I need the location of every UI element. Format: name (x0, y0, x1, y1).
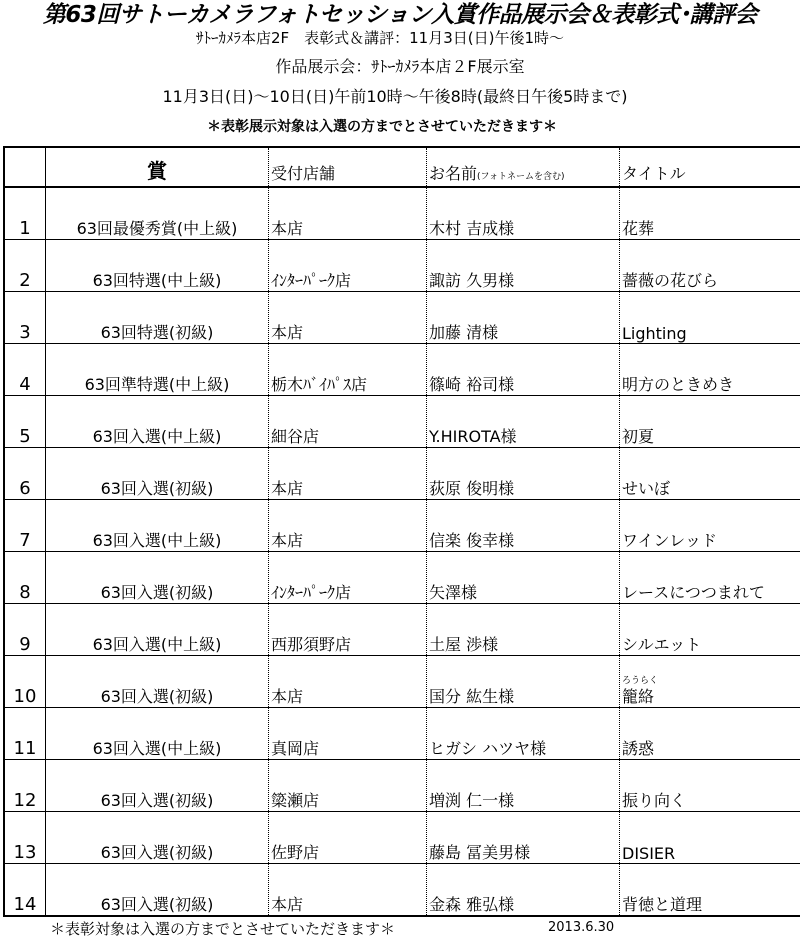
row-shop: ｲﾝﾀｰﾊﾟｰｸ店 (269, 552, 427, 604)
table-header-row (4, 147, 800, 187)
row-prize: 63回特選(中上級) (46, 240, 269, 292)
row-name: 矢澤様 (427, 552, 620, 604)
row-prize: 63回特選(初級) (46, 292, 269, 344)
header-no (4, 147, 46, 187)
awards-table (3, 146, 800, 917)
header-name-sub: (フォトネームを含む) (477, 172, 565, 182)
row-name: 諏訪 久男様 (427, 240, 620, 292)
header-shop: 受付店舗 (269, 147, 427, 187)
row-prize: 63回入選(初級) (46, 864, 269, 917)
row-no: 7 (4, 500, 46, 552)
row-no: 3 (4, 292, 46, 344)
row-no: 4 (4, 344, 46, 396)
row-no: 11 (4, 708, 46, 760)
table-row (4, 500, 800, 552)
row-no: 5 (4, 396, 46, 448)
row-name: 国分 紘生様 (427, 656, 620, 708)
row-name: 加藤 清様 (427, 292, 620, 344)
row-prize: 63回入選(中上級) (46, 500, 269, 552)
table-row (4, 187, 800, 240)
row-shop: ｲﾝﾀｰﾊﾟｰｸ店 (269, 240, 427, 292)
table-row (4, 812, 800, 864)
row-name: ヒガシ ハツヤ様 (427, 708, 620, 760)
table-row (4, 292, 800, 344)
row-name: 増渕 仁一様 (427, 760, 620, 812)
table-row (4, 396, 800, 448)
table-row (4, 344, 800, 396)
table-row (4, 708, 800, 760)
header-notice: ＊表彰展示対象は入選の方までとさせていただきます＊ (207, 119, 557, 135)
row-title: 初夏 (620, 396, 800, 448)
row-title: Lighting (620, 292, 800, 344)
ruby-base: 籠絡 (622, 687, 655, 706)
row-prize: 63回入選(初級) (46, 552, 269, 604)
ruby-reading: ろうらく (622, 676, 659, 686)
row-shop: 本店 (269, 864, 427, 917)
row-name: 荻原 俊明様 (427, 448, 620, 500)
row-shop: 本店 (269, 656, 427, 708)
row-title: 背徳と道理 (620, 864, 800, 917)
header-title: タイトル (620, 147, 800, 187)
row-title: DISIER (620, 812, 800, 864)
row-no: 2 (4, 240, 46, 292)
row-title: 誘惑 (620, 708, 800, 760)
row-no: 10 (4, 656, 46, 708)
row-shop: 本店 (269, 500, 427, 552)
row-shop: 栃木ﾊﾞｲﾊﾟｽ店 (269, 344, 427, 396)
row-title: ワインレッド (620, 500, 800, 552)
row-prize: 63回入選(初級) (46, 812, 269, 864)
table-row (4, 240, 800, 292)
row-name: 土屋 渉様 (427, 604, 620, 656)
row-name: 藤島 冨美男様 (427, 812, 620, 864)
row-no: 8 (4, 552, 46, 604)
row-no: 1 (4, 187, 46, 240)
row-title: 明方のときめき (620, 344, 800, 396)
row-name: 篠崎 裕司様 (427, 344, 620, 396)
table-row (4, 760, 800, 812)
header-name-main: お名前 (429, 164, 478, 183)
table-row (4, 864, 800, 917)
row-prize: 63回入選(中上級) (46, 604, 269, 656)
row-prize: 63回最優秀賞(中上級) (46, 187, 269, 240)
table-row (4, 552, 800, 604)
exhibition-venue: 作品展示会：ｻﾄｰｶﾒﾗ本店２F展示室 (275, 57, 525, 76)
row-prize: 63回入選(初級) (46, 656, 269, 708)
row-title: 振り向く (620, 760, 800, 812)
table-row (4, 448, 800, 500)
row-shop: 本店 (269, 187, 427, 240)
ceremony-info: ｻﾄｰｶﾒﾗ本店2F 表彰式＆講評：11月3日(日)午後1時～ (195, 29, 565, 47)
row-no: 14 (4, 864, 46, 917)
row-title: レースにつつまれて (620, 552, 800, 604)
row-name: 金森 雅弘様 (427, 864, 620, 917)
row-shop: 本店 (269, 292, 427, 344)
header-prize: 賞 (46, 147, 269, 187)
row-no: 12 (4, 760, 46, 812)
table-row (4, 656, 800, 708)
row-shop: 本店 (269, 448, 427, 500)
row-shop: 西那須野店 (269, 604, 427, 656)
exhibition-period: 11月3日(日)～10日(日)午前10時～午後8時(最終日午後5時まで) (162, 87, 628, 106)
row-no: 13 (4, 812, 46, 864)
row-no: 9 (4, 604, 46, 656)
row-title (620, 656, 800, 708)
row-prize: 63回入選(初級) (46, 760, 269, 812)
row-no: 6 (4, 448, 46, 500)
row-name: 信楽 俊幸様 (427, 500, 620, 552)
row-name: 木村 吉成様 (427, 187, 620, 240)
row-title: 花葬 (620, 187, 800, 240)
row-prize: 63回入選(中上級) (46, 396, 269, 448)
row-prize: 63回入選(初級) (46, 448, 269, 500)
page-title: 第63回サトーカメラフォトセッション入賞作品展示会＆表彰式･講評会 (42, 2, 758, 28)
footer-date: 2013.6.30 (548, 920, 615, 935)
row-title: 薔薇の花びら (620, 240, 800, 292)
row-shop: 真岡店 (269, 708, 427, 760)
row-shop: 佐野店 (269, 812, 427, 864)
row-prize: 63回準特選(中上級) (46, 344, 269, 396)
row-name: Y.HIROTA様 (427, 396, 620, 448)
row-prize: 63回入選(中上級) (46, 708, 269, 760)
title-with-ruby (622, 676, 659, 707)
row-title: シルエット (620, 604, 800, 656)
row-title: せいぼ (620, 448, 800, 500)
footer-notice: ＊表彰対象は入選の方までとさせていただきます＊ (50, 920, 396, 938)
row-shop: 細谷店 (269, 396, 427, 448)
table-row (4, 604, 800, 656)
row-shop: 簗瀬店 (269, 760, 427, 812)
header-name (427, 147, 620, 187)
